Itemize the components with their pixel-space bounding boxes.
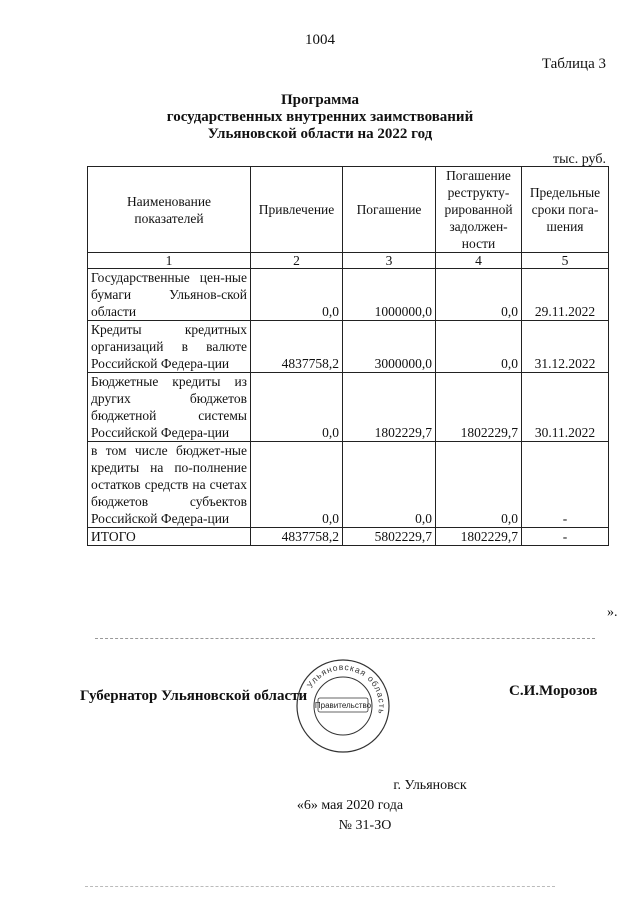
signatory-name: С.И.Морозов — [509, 683, 598, 699]
row-maturity: 30.11.2022 — [522, 373, 609, 442]
row-repayment: 1802229,7 — [343, 373, 436, 442]
column-number: 3 — [343, 253, 436, 269]
row-name: Кредиты кредитных организаций в валюте Российской Федера-ции — [88, 321, 251, 373]
column-number: 5 — [522, 253, 609, 269]
row-borrowing: 0,0 — [251, 269, 343, 321]
header-maturity-dates: Предельные сроки пога-шения — [522, 167, 609, 253]
row-repayment: 1000000,0 — [343, 269, 436, 321]
title-line-3: Ульяновской области на 2022 год — [207, 126, 433, 142]
scan-artifact-line — [85, 886, 555, 887]
table-label: Таблица 3 — [541, 56, 606, 72]
closing-quote-mark: ». — [607, 605, 618, 620]
row-name: Бюджетные кредиты из других бюджетов бюджетной системы Российской Федера-ции — [88, 373, 251, 442]
row-name: в том числе бюджет-ные кредиты на по-полнение остатков средств на счетах бюджетов субъектов Российской Федера-ции — [88, 442, 251, 528]
header-restructured-repayment: Погашение реструкту-рированной задолжен-ности — [436, 167, 522, 253]
total-restructured: 1802229,7 — [436, 528, 522, 546]
footer-law-number: № 31-ЗО — [338, 818, 392, 833]
footer-date: «6» мая 2020 года — [296, 798, 404, 813]
column-number: 2 — [251, 253, 343, 269]
header-borrowing: Привлечение — [251, 167, 343, 253]
title-line-2: государственных внутренних заимствований — [166, 109, 474, 125]
table-row — [88, 373, 609, 442]
row-maturity: - — [522, 442, 609, 528]
document-title — [0, 92, 640, 143]
units-label: тыс. руб. — [553, 152, 606, 167]
row-maturity: 29.11.2022 — [522, 269, 609, 321]
row-borrowing: 0,0 — [251, 373, 343, 442]
row-repayment: 0,0 — [343, 442, 436, 528]
seal-ring-text: Ульяновская область — [304, 661, 388, 716]
column-number: 1 — [88, 253, 251, 269]
row-restructured: 1802229,7 — [436, 373, 522, 442]
divider — [95, 638, 595, 639]
row-name: Государственные цен-ные бумаги Ульянов-ской области — [88, 269, 251, 321]
table-row — [88, 269, 609, 321]
column-numbers-row — [88, 253, 609, 269]
row-borrowing: 0,0 — [251, 442, 343, 528]
title-line-1: Программа — [281, 92, 359, 108]
header-repayment: Погашение — [343, 167, 436, 253]
header-indicator-name: Наименование показателей — [88, 167, 251, 253]
row-maturity: 31.12.2022 — [522, 321, 609, 373]
column-number: 4 — [436, 253, 522, 269]
row-repayment: 3000000,0 — [343, 321, 436, 373]
seal-center-text: Правительство — [314, 701, 372, 710]
row-restructured: 0,0 — [436, 321, 522, 373]
page-number: 1004 — [305, 32, 335, 48]
official-seal — [293, 656, 393, 756]
signatory-title: Губернатор Ульяновской области — [80, 688, 308, 704]
row-restructured: 0,0 — [436, 269, 522, 321]
table-row — [88, 321, 609, 373]
row-restructured: 0,0 — [436, 442, 522, 528]
footer-city: г. Ульяновск — [393, 778, 467, 793]
total-borrowing: 4837758,2 — [251, 528, 343, 546]
total-maturity: - — [522, 528, 609, 546]
total-label: ИТОГО — [88, 528, 251, 546]
seal-graphic — [293, 656, 393, 756]
table-total-row — [88, 528, 609, 546]
total-repayment: 5802229,7 — [343, 528, 436, 546]
table-row — [88, 442, 609, 528]
row-borrowing: 4837758,2 — [251, 321, 343, 373]
table-header-row — [88, 167, 609, 253]
borrowing-program-table — [87, 166, 609, 546]
